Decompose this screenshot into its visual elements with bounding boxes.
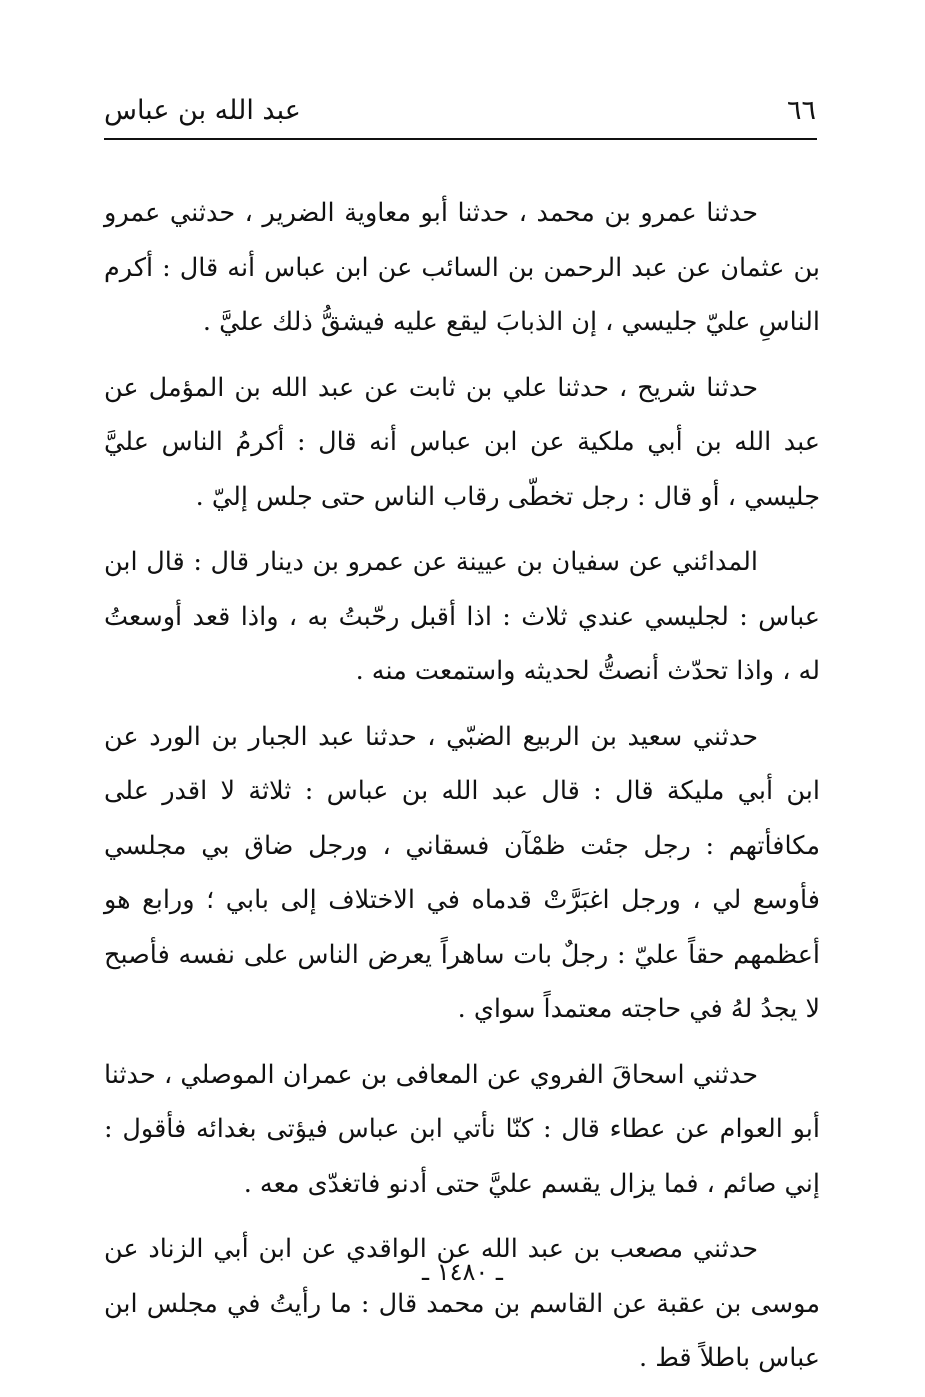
- running-title: عبد الله بن عباس: [104, 95, 301, 126]
- paragraph: حدثني اسحاقَ الفروي عن المعافى بن عمران الموصلي ، حدثنا أبو العوام عن عطاء قال : كنّا نأتي ابن عباس فيؤتى بغدائه فأقول : إني صائم ، فما يزال يقسم عليَّ حتى أدنو فاتغدّى معه .: [104, 1059, 820, 1199]
- header-rule: [104, 138, 817, 140]
- paragraph: حدثني مصعب بن عبد الله عن الواقدي عن ابن أبي الزناد عن موسى بن عقبة عن القاسم بن محمد قال : ما رأيتُ في مجلس ابن عباس باطلاً قط .: [104, 1234, 820, 1373]
- page-body: [104, 186, 820, 1397]
- paragraph: حدثني سعيد بن الربيع الضبّي ، حدثنا عبد الجبار بن الورد عن ابن أبي مليكة قال : قال عبد الله بن عباس : ثلاثة لا اقدر على مكافأتهم : رجل جئت ظمْآن فسقاني ، ورجل ضاق بي مجلسي فأوسع لي ، ورجل اغبَرَّتْ قدماه في الاختلاف إلى بابي ؛ ورابع هو أعظمهم حقاً عليّ : رجلٌ بات ساهراً يعرض الناس على نفسه فأصبح لا يجدُ لهُ في حاجته معتمداً سواي .: [104, 721, 820, 1024]
- running-header: [104, 86, 816, 130]
- paragraph: حدثنا عمرو بن محمد ، حدثنا أبو معاوية الضرير ، حدثني عمرو بن عثمان عن عبد الرحمن بن السائب عن ابن عباس أنه قال : أكرم الناسِ عليّ جليسي ، إن الذبابَ ليقع عليه فيشقُّ ذلك عليَّ .: [104, 198, 820, 337]
- paragraph: المدائني عن سفيان بن عيينة عن عمرو بن دينار قال : قال ابن عباس : لجليسي عندي ثلاث : اذا أقبل رحّبتُ به ، واذا قعد أوسعتُ له ، واذا تحدّث أنصتُّ لحديثه واستمعت منه .: [104, 547, 820, 686]
- folio-number: ـ ١٤٨٠ ـ: [422, 1258, 503, 1286]
- page-number: ٦٦: [786, 95, 816, 126]
- paragraph: حدثنا شريح ، حدثنا علي بن ثابت عن عبد الله بن المؤمل عن عبد الله بن أبي ملكية عن ابن عباس أنه قال : أكرمُ الناس عليَّ جليسي ، أو قال : رجل تخطّى رقاب الناس حتى جلس إليّ .: [104, 372, 820, 512]
